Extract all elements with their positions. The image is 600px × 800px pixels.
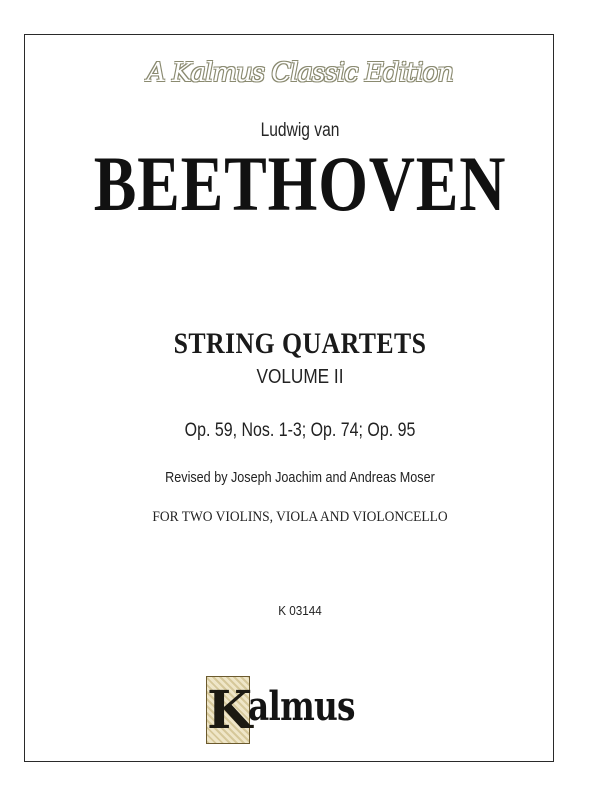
publisher-logo <box>206 676 376 744</box>
instrumentation: FOR TWO VIOLINS, VIOLA AND VIOLONCELLO <box>152 509 448 525</box>
volume-label: VOLUME II <box>256 366 344 388</box>
logo-initial-letter: K <box>207 680 253 741</box>
logo-wordmark: almus <box>248 683 355 730</box>
logo-initial-panel <box>206 676 253 744</box>
series-title: A Kalmus Classic Edition <box>147 58 453 88</box>
composer-last-name: BEETHOVEN <box>93 140 507 227</box>
opus-numbers: Op. 59, Nos. 1-3; Op. 74; Op. 95 <box>184 420 416 441</box>
work-title: STRING QUARTETS <box>173 327 427 360</box>
composer-first-name: Ludwig van <box>260 120 340 141</box>
catalog-number: K 03144 <box>278 603 322 618</box>
revision-credit: Revised by Joseph Joachim and Andreas Moser <box>165 469 435 486</box>
